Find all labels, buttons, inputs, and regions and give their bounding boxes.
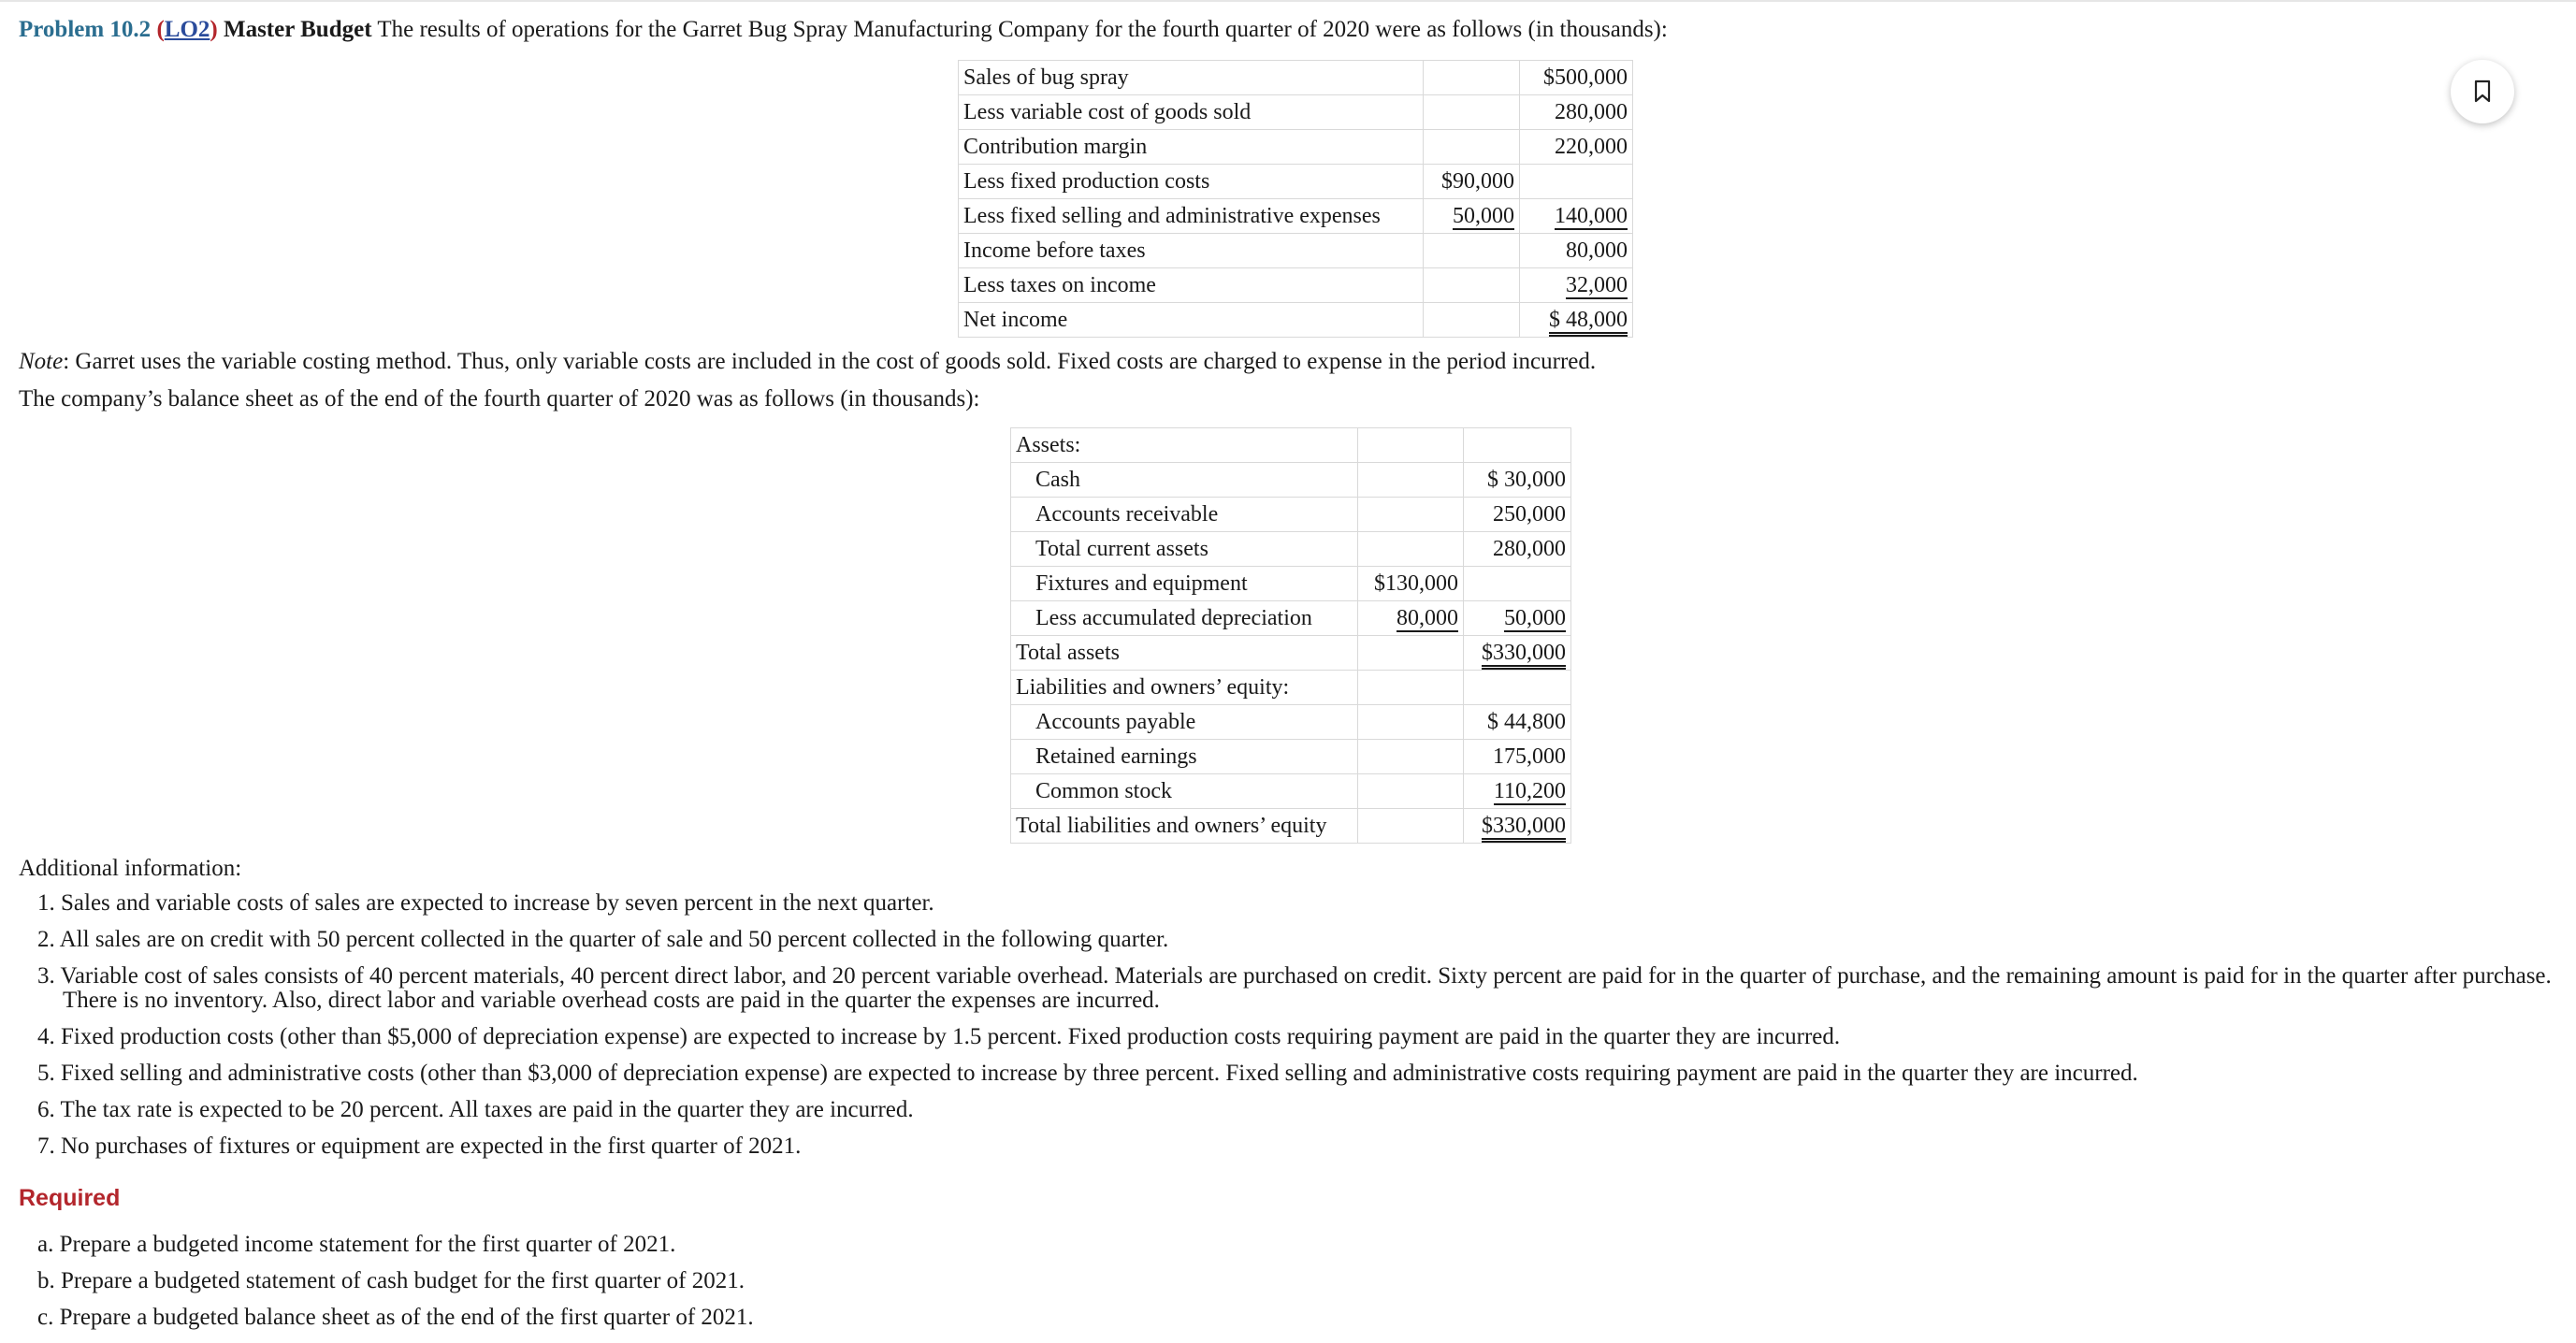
- income-statement-table: [958, 60, 1633, 338]
- table-row: [1011, 567, 1571, 601]
- list-item: 7. No purchases of fixtures or equipment are expected in the first quarter of 2021.: [37, 1134, 802, 1159]
- row-value-col1: [1424, 61, 1520, 95]
- row-value-col1: $130,000: [1358, 567, 1464, 601]
- row-value-col2: [1464, 567, 1571, 601]
- row-value-col2: $ 44,800: [1464, 705, 1571, 740]
- table-row: [1011, 498, 1571, 532]
- row-label: Sales of bug spray: [959, 61, 1424, 95]
- row-label: Accounts payable: [1011, 705, 1358, 740]
- row-value-col1: [1424, 268, 1520, 303]
- table-row: [1011, 740, 1571, 774]
- row-label: Assets:: [1011, 428, 1358, 463]
- row-value-col1: [1424, 95, 1520, 130]
- table-row: [959, 165, 1633, 199]
- row-value-col2: $ 30,000: [1464, 463, 1571, 498]
- row-label: Accounts receivable: [1011, 498, 1358, 532]
- row-label: Common stock: [1011, 774, 1358, 809]
- row-value-col1: [1358, 774, 1464, 809]
- table-row: [1011, 636, 1571, 671]
- row-value-col1: [1358, 498, 1464, 532]
- row-value-col1: [1424, 130, 1520, 165]
- row-value-col2: 32,000: [1520, 268, 1633, 303]
- row-value-col2: 110,200: [1464, 774, 1571, 809]
- row-value-col1: 80,000: [1358, 601, 1464, 636]
- note-paragraph: [19, 349, 1596, 375]
- table-row: [1011, 463, 1571, 498]
- table-row: [959, 268, 1633, 303]
- list-item: 3. Variable cost of sales consists of 40 percent materials, 40 percent direct labor, and 20 percent variable overhead. Materials are purchased on credit. Sixty percent are paid for in the quarter of purchase, and the remaining amount is paid for in the quarter after purchase. There is no inventory. Also, direct labor and variable overhead costs are paid in the quarter the expenses are incurred.: [37, 963, 2552, 1013]
- row-value-col1: [1358, 809, 1464, 844]
- row-value-col1: [1358, 532, 1464, 567]
- required-list: [37, 1233, 754, 1342]
- row-value-col2: 175,000: [1464, 740, 1571, 774]
- row-value-col2: 80,000: [1520, 234, 1633, 268]
- row-label: Total liabilities and owners’ equity: [1011, 809, 1358, 844]
- row-value-col1: [1424, 234, 1520, 268]
- table-row: [959, 95, 1633, 130]
- row-value-col1: [1358, 705, 1464, 740]
- table-row: [1011, 774, 1571, 809]
- row-value-col2: $ 48,000: [1520, 303, 1633, 338]
- row-value-col1: [1358, 740, 1464, 774]
- note-text: : Garret uses the variable costing method. Thus, only variable costs are included in the cost of goods sold. Fixed costs are charged to expense in the period incurred.: [63, 349, 1597, 374]
- row-label: Net income: [959, 303, 1424, 338]
- table-row: [959, 130, 1633, 165]
- table-row: [1011, 705, 1571, 740]
- row-label: Total current assets: [1011, 532, 1358, 567]
- additional-info-heading: Additional information:: [19, 856, 242, 881]
- row-label: Less fixed production costs: [959, 165, 1424, 199]
- row-value-col1: [1358, 671, 1464, 705]
- row-label: Liabilities and owners’ equity:: [1011, 671, 1358, 705]
- row-label: Less taxes on income: [959, 268, 1424, 303]
- row-label: Less fixed selling and administrative expenses: [959, 199, 1424, 234]
- table-row: [1011, 601, 1571, 636]
- row-value-col1: 50,000: [1424, 199, 1520, 234]
- row-value-col1: [1358, 428, 1464, 463]
- table-row: [959, 234, 1633, 268]
- row-label: Cash: [1011, 463, 1358, 498]
- row-value-col2: [1464, 671, 1571, 705]
- list-item: 5. Fixed selling and administrative costs (other than $3,000 of depreciation expense) are expected to increase by three percent. Fixed selling and administrative costs requiring payment are paid in the quarter they are incurred.: [37, 1061, 2138, 1086]
- row-value-col1: [1358, 463, 1464, 498]
- row-value-col2: $330,000: [1464, 809, 1571, 844]
- table-row: [1011, 532, 1571, 567]
- row-value-col1: [1358, 636, 1464, 671]
- balance-sheet-intro: The company’s balance sheet as of the end of the fourth quarter of 2020 was as follows (in thousands):: [19, 386, 980, 412]
- problem-title: [19, 17, 1668, 43]
- list-item: a. Prepare a budgeted income statement for the first quarter of 2021.: [37, 1232, 676, 1257]
- row-value-col2: 140,000: [1520, 199, 1633, 234]
- row-value-col1: $90,000: [1424, 165, 1520, 199]
- row-value-col2: 280,000: [1520, 95, 1633, 130]
- list-item: 2. All sales are on credit with 50 percent collected in the quarter of sale and 50 percent collected in the following quarter.: [37, 927, 1169, 952]
- row-value-col2: $500,000: [1520, 61, 1633, 95]
- table-row: [1011, 809, 1571, 844]
- list-item: c. Prepare a budgeted balance sheet as of the end of the first quarter of 2021.: [37, 1305, 754, 1330]
- required-heading: Required: [19, 1185, 121, 1211]
- row-value-col2: 50,000: [1464, 601, 1571, 636]
- row-value-col2: 250,000: [1464, 498, 1571, 532]
- row-value-col2: 280,000: [1464, 532, 1571, 567]
- row-label: Total assets: [1011, 636, 1358, 671]
- problem-name: Master Budget: [223, 17, 372, 42]
- list-item: b. Prepare a budgeted statement of cash budget for the first quarter of 2021.: [37, 1268, 745, 1293]
- table-row: [959, 61, 1633, 95]
- balance-sheet-table: [1010, 427, 1571, 844]
- bookmark-button[interactable]: [2451, 60, 2514, 123]
- row-value-col2: $330,000: [1464, 636, 1571, 671]
- list-item: 4. Fixed production costs (other than $5,000 of depreciation expense) are expected to increase by 1.5 percent. Fixed production costs requiring payment are paid in the quarter they are incurred.: [37, 1024, 1841, 1049]
- row-value-col2: [1464, 428, 1571, 463]
- table-row: [959, 199, 1633, 234]
- row-value-col2: 220,000: [1520, 130, 1633, 165]
- top-divider: [0, 0, 2576, 2]
- row-label: Income before taxes: [959, 234, 1424, 268]
- row-label: Fixtures and equipment: [1011, 567, 1358, 601]
- problem-number: Problem 10.2: [19, 17, 152, 42]
- row-value-col2: [1520, 165, 1633, 199]
- row-label: Retained earnings: [1011, 740, 1358, 774]
- row-label: Less variable cost of goods sold: [959, 95, 1424, 130]
- list-item: 6. The tax rate is expected to be 20 percent. All taxes are paid in the quarter they are incurred.: [37, 1097, 914, 1122]
- problem-intro: The results of operations for the Garret Bug Spray Manufacturing Company for the fourth quarter of 2020 were as follows (in thousands):: [377, 17, 1668, 42]
- table-row: [959, 303, 1633, 338]
- note-label: Note: [19, 349, 64, 374]
- learning-objective-link[interactable]: (LO2): [156, 17, 218, 42]
- row-label: Contribution margin: [959, 130, 1424, 165]
- bookmark-icon: [2473, 79, 2492, 104]
- row-label: Less accumulated depreciation: [1011, 601, 1358, 636]
- additional-info-list: [37, 891, 2563, 1171]
- row-value-col1: [1424, 303, 1520, 338]
- list-item: 1. Sales and variable costs of sales are expected to increase by seven percent in the next quarter.: [37, 890, 934, 916]
- table-row: [1011, 671, 1571, 705]
- table-row: [1011, 428, 1571, 463]
